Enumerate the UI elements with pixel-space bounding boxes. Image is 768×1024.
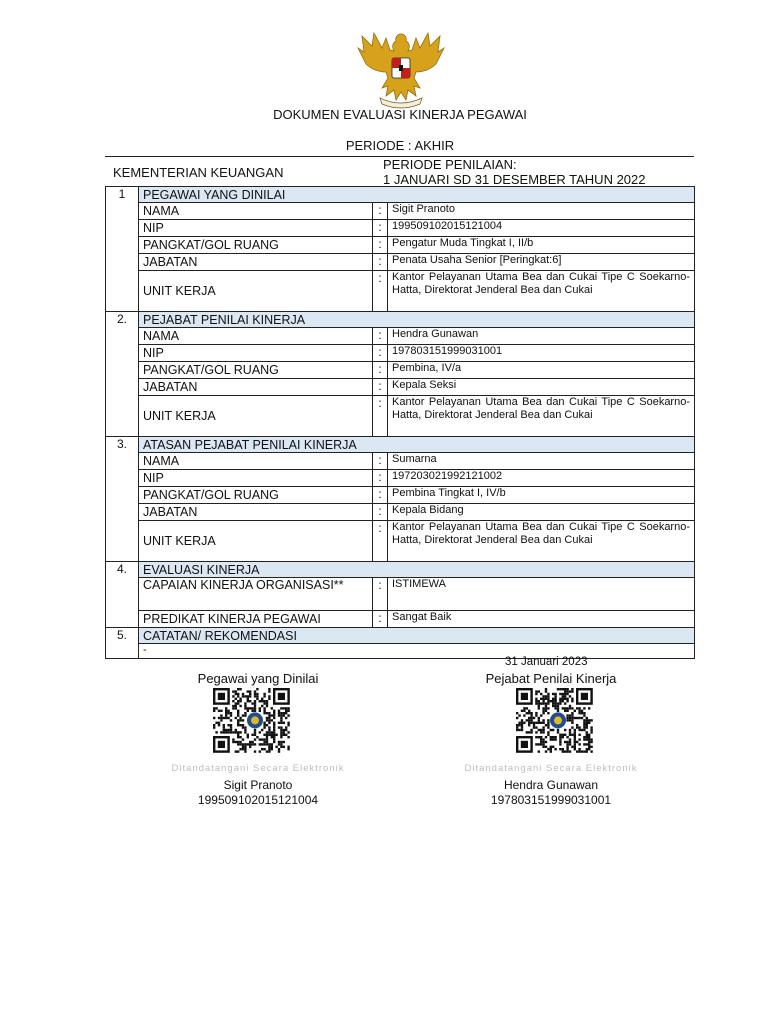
field-colon: :	[373, 271, 388, 312]
signer-nip-assessor: 197803151999031001	[490, 793, 612, 807]
field-label: NAMA	[139, 203, 373, 220]
section-header	[106, 187, 695, 203]
periode-penilaian-label: PERIODE PENILAIAN:	[383, 157, 517, 172]
signer-role-employee: Pegawai yang Dinilai	[197, 671, 319, 686]
section-header	[106, 312, 695, 328]
table-row	[106, 254, 695, 271]
table-row	[106, 379, 695, 396]
field-value: 199509102015121004	[388, 220, 695, 237]
field-value: Hendra Gunawan	[388, 328, 695, 345]
section-title: ATASAN PEJABAT PENILAI KINERJA	[139, 437, 695, 453]
field-label: PANGKAT/GOL RUANG	[139, 237, 373, 254]
section-number: 5.	[106, 628, 139, 659]
table-row	[106, 271, 695, 312]
esign-caption: Ditandatangani Secara Elektronik	[171, 763, 345, 774]
qr-code-icon	[213, 688, 291, 754]
qr-code-icon	[516, 688, 594, 754]
table-row	[106, 644, 695, 659]
garuda-emblem-icon	[356, 28, 446, 110]
notes-value: -	[139, 644, 695, 659]
table-row	[106, 453, 695, 470]
field-colon: :	[373, 396, 388, 437]
section-number: 1	[106, 187, 139, 312]
field-value: ISTIMEWA	[388, 578, 695, 611]
signer-role-assessor: Pejabat Penilai Kinerja	[485, 671, 617, 686]
field-label: NIP	[139, 345, 373, 362]
section-number: 2.	[106, 312, 139, 437]
field-label: NIP	[139, 220, 373, 237]
table-row	[106, 203, 695, 220]
signature-date: 31 Januari 2023	[505, 656, 588, 668]
field-colon: :	[373, 504, 388, 521]
field-colon: :	[373, 203, 388, 220]
table-row	[106, 470, 695, 487]
document-header	[105, 156, 694, 187]
signer-name-employee: Sigit Pranoto	[223, 778, 293, 792]
field-value: Pembina, IV/a	[388, 362, 695, 379]
ministry-name: KEMENTERIAN KEUANGAN	[113, 165, 284, 180]
field-value: Kepala Bidang	[388, 504, 695, 521]
section-header	[106, 562, 695, 578]
table-row	[106, 237, 695, 254]
field-value: 197803151999031001	[388, 345, 695, 362]
field-value: Kantor Pelayanan Utama Bea dan Cukai Tipe C Soekarno-Hatta, Direktorat Jenderal Bea dan Cukai	[388, 521, 695, 562]
field-value: Sangat Baik	[388, 611, 695, 628]
field-label: NAMA	[139, 453, 373, 470]
field-colon: :	[373, 220, 388, 237]
section-title: CATATAN/ REKOMENDASI	[139, 628, 695, 644]
field-colon: :	[373, 521, 388, 562]
section-title: PEGAWAI YANG DINILAI	[139, 187, 695, 203]
table-row	[106, 521, 695, 562]
field-value: Sumarna	[388, 453, 695, 470]
evaluation-table	[105, 186, 695, 659]
field-label: PANGKAT/GOL RUANG	[139, 362, 373, 379]
field-label: PANGKAT/GOL RUANG	[139, 487, 373, 504]
field-value: Sigit Pranoto	[388, 203, 695, 220]
field-value: Pembina Tingkat I, IV/b	[388, 487, 695, 504]
field-colon: :	[373, 254, 388, 271]
field-colon: :	[373, 470, 388, 487]
field-colon: :	[373, 345, 388, 362]
table-row	[106, 345, 695, 362]
field-label: JABATAN	[139, 504, 373, 521]
table-row	[106, 487, 695, 504]
field-value: Kantor Pelayanan Utama Bea dan Cukai Tipe C Soekarno-Hatta, Direktorat Jenderal Bea dan Cukai	[388, 271, 695, 312]
periode-penilaian-value: 1 JANUARI SD 31 DESEMBER TAHUN 2022	[383, 172, 646, 187]
field-value: Kepala Seksi	[388, 379, 695, 396]
field-colon: :	[373, 328, 388, 345]
field-label: UNIT KERJA	[139, 521, 373, 562]
field-colon: :	[373, 487, 388, 504]
field-value: Pengatur Muda Tingkat I, II/b	[388, 237, 695, 254]
field-value: 197203021992121002	[388, 470, 695, 487]
field-colon: :	[373, 453, 388, 470]
table-row	[106, 220, 695, 237]
section-number: 3.	[106, 437, 139, 562]
table-row	[106, 504, 695, 521]
table-row	[106, 362, 695, 379]
field-label: NIP	[139, 470, 373, 487]
signer-nip-employee: 199509102015121004	[197, 793, 319, 807]
table-row	[106, 578, 695, 611]
field-label: JABATAN	[139, 254, 373, 271]
signer-name-assessor: Hendra Gunawan	[503, 778, 599, 792]
periode-label: PERIODE : AKHIR	[345, 138, 455, 153]
document-title: DOKUMEN EVALUASI KINERJA PEGAWAI	[273, 107, 527, 122]
esign-caption: Ditandatangani Secara Elektronik	[464, 763, 638, 774]
field-label: CAPAIAN KINERJA ORGANISASI**	[139, 578, 373, 611]
field-colon: :	[373, 362, 388, 379]
table-row	[106, 396, 695, 437]
field-colon: :	[373, 379, 388, 396]
section-title: EVALUASI KINERJA	[139, 562, 695, 578]
field-value: Penata Usaha Senior [Peringkat:6]	[388, 254, 695, 271]
field-colon: :	[373, 611, 388, 628]
section-header	[106, 437, 695, 453]
field-label: UNIT KERJA	[139, 396, 373, 437]
section-header	[106, 628, 695, 644]
field-label: PREDIKAT KINERJA PEGAWAI	[139, 611, 373, 628]
table-row	[106, 611, 695, 628]
section-number: 4.	[106, 562, 139, 628]
field-value: Kantor Pelayanan Utama Bea dan Cukai Tipe C Soekarno-Hatta, Direktorat Jenderal Bea dan Cukai	[388, 396, 695, 437]
section-title: PEJABAT PENILAI KINERJA	[139, 312, 695, 328]
field-label: JABATAN	[139, 379, 373, 396]
field-colon: :	[373, 237, 388, 254]
table-row	[106, 328, 695, 345]
field-colon: :	[373, 578, 388, 611]
field-label: UNIT KERJA	[139, 271, 373, 312]
field-label: NAMA	[139, 328, 373, 345]
